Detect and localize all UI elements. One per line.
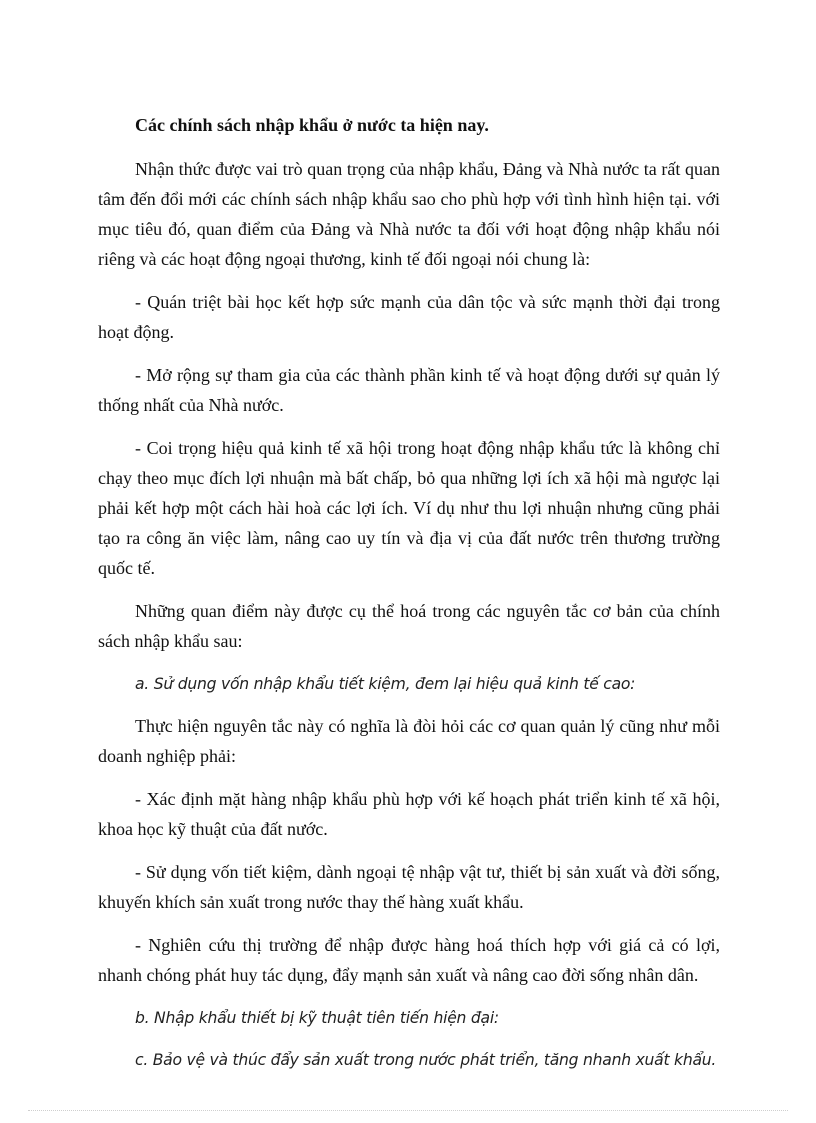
principle-c-heading: c. Bảo vệ và thúc đẩy sản xuất trong nước phát triển, tăng nhanh xuất khẩu.: [135, 1051, 717, 1069]
paragraph-point-2: - Mở rộng sự tham gia của các thành phần kinh tế và hoạt động dưới sự quản lý thống nhất của Nhà nước.: [98, 365, 720, 415]
paragraph-intro: Nhận thức được vai trò quan trọng của nhập khẩu, Đảng và Nhà nước ta rất quan tâm đến đổi mới các chính sách nhập khẩu sao cho phù hợp với tình hình hiện tại. với mục tiêu đó, quan điểm của Đảng và Nhà nước ta đối với hoạt động nhập khẩu nói riêng và các hoạt động ngoại thương, kinh tế đối ngoại nói chung là:: [98, 159, 720, 269]
paragraph-a-point-2: - Sử dụng vốn tiết kiệm, dành ngoại tệ nhập vật tư, thiết bị sản xuất và đời sống, khuyến khích sản xuất trong nước thay thế hàng xuất khẩu.: [98, 862, 720, 912]
paragraph-point-1: - Quán triệt bài học kết hợp sức mạnh của dân tộc và sức mạnh thời đại trong hoạt động.: [98, 292, 720, 342]
page-bottom-divider: [28, 1110, 788, 1111]
paragraph-point-3: - Coi trọng hiệu quả kinh tế xã hội trong hoạt động nhập khẩu tức là không chỉ chạy theo mục đích lợi nhuận mà bất chấp, bỏ qua những lợi ích xã hội mà ngược lại phải kết hợp một cách hài hoà các lợi ích. Ví dụ như thu lợi nhuận nhưng cũng phải tạo ra công ăn việc làm, nâng cao uy tín và địa vị của đất nước trên thương trường quốc tế.: [98, 438, 720, 578]
paragraph-a-point-1: - Xác định mặt hàng nhập khẩu phù hợp với kế hoạch phát triển kinh tế xã hội, khoa học kỹ thuật của đất nước.: [98, 789, 720, 839]
paragraph-a-intro: Thực hiện nguyên tắc này có nghĩa là đòi hỏi các cơ quan quản lý cũng như mỗi doanh nghiệp phải:: [98, 716, 720, 766]
principle-b-heading: b. Nhập khẩu thiết bị kỹ thuật tiên tiến hiện đại:: [135, 1009, 499, 1027]
document-body: [98, 110, 720, 1087]
paragraph-principles-intro: Những quan điểm này được cụ thể hoá trong các nguyên tắc cơ bản của chính sách nhập khẩu sau:: [98, 601, 720, 651]
paragraph-a-point-3: - Nghiên cứu thị trường để nhập được hàng hoá thích hợp với giá cả có lợi, nhanh chóng phát huy tác dụng, đẩy mạnh sản xuất và nâng cao đời sống nhân dân.: [98, 935, 720, 985]
section-heading: Các chính sách nhập khẩu ở nước ta hiện nay.: [135, 115, 489, 135]
principle-a-heading: a. Sử dụng vốn nhập khẩu tiết kiệm, đem lại hiệu quả kinh tế cao:: [135, 675, 636, 693]
